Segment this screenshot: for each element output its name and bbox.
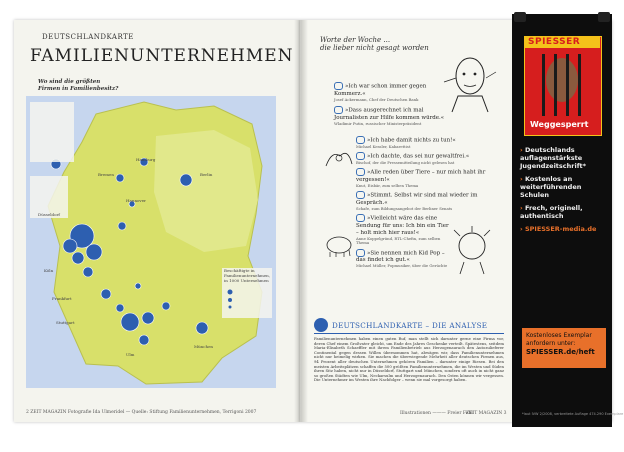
city-label-bremen: Bremen (98, 172, 114, 177)
map-intro-box (30, 102, 74, 162)
ad-bullet-item (520, 204, 610, 220)
ad-cover-face-illustration (536, 52, 588, 118)
quote-item (356, 136, 496, 149)
bubble (116, 304, 124, 312)
arrow-icon: › (520, 225, 523, 233)
city-label-duesseldorf: Düsseldorf (38, 212, 60, 217)
ad-bullet-text: SPIESSER-media.de (524, 225, 597, 233)
germany-map (26, 96, 276, 388)
speech-bubble-icon (356, 152, 365, 160)
quote-text: »Alle reden über Tiere – nur mich habt ihr vergessen!« (356, 169, 486, 183)
quote-author: Michael Müller, Popmusiker, über die Gerüchte (356, 263, 448, 268)
ad-cover-caption: Weggesperrt (530, 120, 589, 129)
bubble-muenchen (196, 322, 208, 334)
quotes-list (334, 82, 448, 130)
sheep-sketch (322, 232, 356, 258)
ad-bullet-item (520, 146, 610, 170)
speech-bubble-icon (356, 168, 365, 176)
analysis-body: Familienunternehmen haben einen guten Ruf, man stellt sich darunter gerne eine Firma vor, deren Chef einem Großvater gleicht, um Ende des Jahres Geschenke verteilt. Spätestens, seitdem Maria-Elisabeth Schaeffler mit ihrem Familienbetrieb aus Herzogenaurach den Autozulieferer Continental gegen dessen Willen übernommen hat, abwägen wir, dass Familienunternehmen nicht nur heimelig wirken. Sie machen die überwiegende Mehrheit aller deutschen Firmen aus, 94 Prozent aller deutschen Unternehmen gehören Familien – darunter einige Riesen. Bei den meisten Arbeitsplätzen schaffen die 500 größten Familienunternehmen, die im Westen und Süden ihren Sitz haben, nicht nur in Düsseldorf, Stuttgart und München, sondern oft auch in nicht ganz so großen Städten wie Ulm, Neckarsulm und Herzogenaurach. Den Osten können wir vergessen. Die Unternehmer im Westen ihre Nachfolger – wenn sie mal vorgesorgt haben. (314, 336, 504, 383)
ad-bullets (520, 146, 610, 233)
bubble (116, 174, 124, 182)
map-subtitle-line1: Wo sind die größten (38, 79, 101, 85)
bubble (83, 267, 93, 277)
ad-fine-print: *laut IVW 2/2008, verbreitete Auflage 474.290 Exemplare (522, 412, 624, 416)
speech-bubble-icon (356, 214, 365, 222)
bubble-ulm (139, 335, 149, 345)
speech-bubble-icon (356, 249, 365, 257)
quote-author: Anne Koppelgründ, RTL-Chefin, zum selben Thema (356, 235, 441, 245)
bubble-stuttgart (121, 313, 139, 331)
legend-dot-1 (228, 290, 233, 295)
map-subtitle (38, 79, 118, 93)
right-page-footer-left: Illustrationen ——— Freier Fehl (400, 411, 473, 416)
quote-text: »Vielleicht wäre das eine Sendung für uns: Ich bin ein Tier – holt mich hier raus!« (356, 215, 449, 236)
quote-item (334, 82, 448, 102)
ad-bullet-text: Deutschlands auflagenstärkste Jugendzeitschrift* (520, 146, 587, 170)
ad-bullet-text: Frech, originell, authentisch (520, 204, 583, 220)
bubble-frankfurt (101, 289, 111, 299)
words-header-line2: die lieber nicht gesagt worden (320, 44, 429, 52)
city-label-stuttgart: Stuttgart (56, 320, 75, 325)
city-label-hamburg: Hamburg (136, 157, 156, 162)
quote-item (356, 191, 496, 211)
putin-caricature (442, 52, 498, 114)
city-label-berlin: Berlin (200, 172, 213, 177)
quote-item (356, 168, 496, 188)
bubble (142, 312, 154, 324)
analysis-rule (314, 333, 504, 334)
analysis-heading: DEUTSCHLANDKARTE – DIE ANALYSE (332, 321, 488, 330)
quote-author: Schafe, zum Bildungsangebot der Berliner Senats (356, 205, 453, 211)
ad-bullet-item (520, 225, 610, 233)
quote-text: »Ich habe damit nichts zu tun!« (367, 137, 456, 144)
bubble (63, 239, 77, 253)
quote-item (356, 214, 450, 246)
map-title: FAMILIENUNTERNEHMEN (30, 46, 294, 66)
quote-author: Josef Ackermann, Chef der Deutschen Bank (334, 96, 419, 102)
ad-cta-text (526, 332, 604, 356)
quote-author: Michael Kessler, Kabarettist (356, 143, 411, 149)
ad-cover-brand: SPIESSER (528, 37, 581, 47)
quote-text: »Stimmt. Selbst wir sind mal wieder im Gespräch.« (356, 192, 478, 206)
speech-bubble-icon (356, 191, 365, 199)
words-header-line1: Worte der Woche ... (320, 36, 391, 44)
map-kicker: DEUTSCHLANDKARTE (42, 33, 134, 41)
left-page-footer: 2 ZEIT MAGAZIN Fotografie Ida Ulmeridel — Quelle: Stiftung Familienunternehmen, Terrigoni 2007 (26, 410, 257, 415)
legend-dot-3 (229, 306, 232, 309)
quote-text: »Ich dachte, das sei nur gewaltfrei.« (367, 153, 470, 160)
ad-cta-url: SPIESSER.de/heft (526, 348, 595, 356)
analysis-badge-icon (314, 318, 328, 332)
ad-bullet-text: Kostenlos an weiterführenden Schulen (520, 175, 582, 199)
city-label-koeln: Köln (44, 268, 54, 273)
bubble-berlin (180, 174, 192, 186)
bubble (135, 283, 141, 289)
ad-bullet-item (520, 175, 610, 199)
bubble (72, 252, 84, 264)
map-subtitle-line2: Firmen in Familienbesitz? (38, 86, 119, 92)
bubble (162, 302, 170, 310)
quote-author: Bischof, der die Pressemitteilung nicht gelesen hat (356, 159, 455, 165)
ad-cta-line2: anfordern unter: (526, 340, 576, 347)
map-legend-title: Beschäftigte in Familienunternehmen, in 1000 Unternehmen (224, 268, 271, 283)
binder-clip-top-left (514, 12, 526, 22)
quote-item (356, 249, 450, 269)
binder-clip-top-right (598, 12, 610, 22)
speech-bubble-icon (334, 82, 343, 90)
speech-bubble-icon (334, 106, 343, 114)
arrow-icon: › (520, 204, 523, 212)
east-region (154, 130, 258, 252)
quote-item (334, 106, 448, 126)
quote-item (356, 152, 496, 165)
quotes-list-continued (356, 136, 496, 269)
quote-author: Wladimir Putin, russischer Ministerpräsident (334, 120, 422, 126)
city-label-ulm: Ulm (126, 352, 135, 357)
speech-bubble-icon (356, 136, 365, 144)
arrow-icon: › (520, 146, 523, 154)
arrow-icon: › (520, 175, 523, 183)
legend-dot-2 (228, 298, 232, 302)
quote-text: »Sie nennen mich Kid Pop – das findet ich gut.« (356, 250, 445, 263)
quote-text: »Dass ausgerechnet ich mal Journalisten zur Hilfe kommen würde.« (334, 107, 445, 121)
quote-author: Knut, Eisbär, zum selben Thema (356, 182, 419, 188)
page-gutter-shadow (294, 20, 308, 422)
ad-cta-line1: Kostenloses Exemplar (526, 332, 592, 339)
words-of-week-header (320, 36, 429, 52)
bubble (86, 244, 102, 260)
right-page-footer-right: ZEIT MAGAZIN 3 (466, 411, 507, 416)
city-label-muenchen: München (194, 344, 214, 349)
bishop-sketch (322, 146, 356, 170)
bubble (118, 222, 126, 230)
city-label-hannover: Hannover (126, 198, 146, 203)
quote-text: »Ich war schon immer gegen Kommerz.« (334, 83, 427, 97)
city-label-frankfurt: Frankfurt (52, 296, 72, 301)
